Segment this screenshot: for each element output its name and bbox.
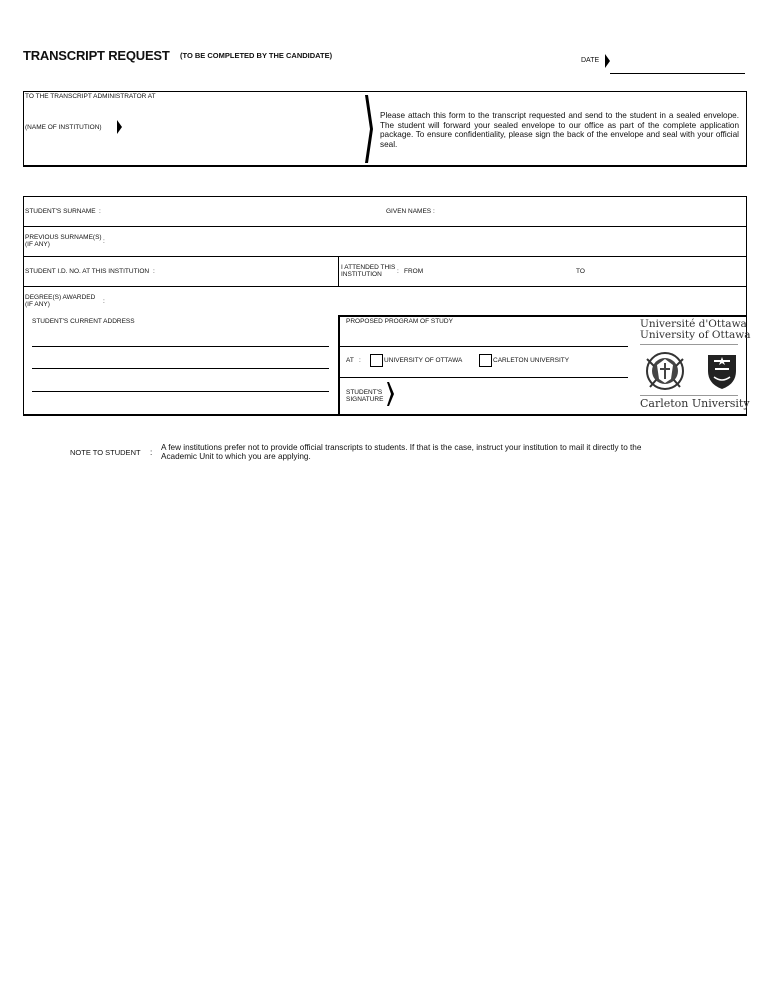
administrator-instructions: Please attach this form to the transcript requested and send to the student in a sealed envelope. The student will forward your sealed envelope to our office as part of the complete application package. To ensure confidentiality, please sign the back of the envelope and seal with your official seal. <box>380 111 739 149</box>
address-line-2[interactable] <box>32 368 329 369</box>
signature-sublabel: SIGNATURE <box>346 396 384 403</box>
colon: : <box>103 238 105 245</box>
attended-label: I ATTENDED THIS <box>341 264 396 271</box>
colon: : <box>103 298 105 305</box>
date-field[interactable] <box>610 73 745 74</box>
degrees-sublabel: (IF ANY) <box>25 301 50 308</box>
carleton-option-label: CARLETON UNIVERSITY <box>493 357 570 364</box>
note-text-line-2: Academic Unit to which you are applying. <box>161 452 311 461</box>
to-label: TO <box>576 268 585 275</box>
row-divider <box>23 286 746 287</box>
page-subtitle: (TO BE COMPLETED BY THE CANDIDATE) <box>180 51 333 60</box>
row-divider <box>23 226 746 227</box>
at-label: AT <box>346 357 354 364</box>
logo-divider <box>640 395 738 396</box>
note-label: NOTE TO STUDENT <box>70 448 141 457</box>
institution-arrow-icon <box>117 120 122 134</box>
column-divider <box>338 256 339 286</box>
program-label: PROPOSED PROGRAM OF STUDY <box>346 318 453 325</box>
colon: : <box>153 268 155 275</box>
date-label: DATE <box>581 57 600 64</box>
column-divider <box>338 315 340 414</box>
institution-name-field[interactable] <box>128 100 360 160</box>
signature-field[interactable] <box>398 381 624 409</box>
signature-arrow-icon <box>387 382 395 406</box>
surname-label: STUDENT'S SURNAME <box>25 208 96 215</box>
uottawa-logo-en: University of Ottawa <box>640 329 751 341</box>
carleton-shield-icon <box>706 351 738 391</box>
row-divider <box>23 256 746 257</box>
from-date-field[interactable] <box>428 260 568 284</box>
given-names-label: GIVEN NAMES <box>386 208 432 215</box>
colon: : <box>359 357 361 364</box>
student-id-field[interactable] <box>160 260 334 284</box>
page-title: TRANSCRIPT REQUEST <box>23 48 170 63</box>
carleton-checkbox[interactable] <box>479 354 492 367</box>
given-names-field[interactable] <box>440 200 740 224</box>
institution-label: (NAME OF INSTITUTION) <box>25 124 102 131</box>
surname-field[interactable] <box>106 200 376 224</box>
attended-sublabel: INSTITUTION <box>341 271 382 278</box>
uottawa-logo-fr: Université d'Ottawa <box>640 318 747 330</box>
uottawa-option-label: UNIVERSITY OF OTTAWA <box>384 357 463 364</box>
degrees-label: DEGREE(S) AWARDED <box>25 294 96 301</box>
divider-wedge-icon <box>365 95 375 163</box>
colon: : <box>433 208 435 215</box>
colon: : <box>99 208 101 215</box>
uottawa-checkbox[interactable] <box>370 354 383 367</box>
note-text-line-1: A few institutions prefer not to provide official transcripts to students. If that is the case, instruct your institution to mail it directly to the <box>161 443 642 452</box>
student-id-label: STUDENT I.D. NO. AT THIS INSTITUTION <box>25 268 150 275</box>
administrator-label: TO THE TRANSCRIPT ADMINISTRATOR AT <box>25 93 156 100</box>
previous-surname-sublabel: (IF ANY) <box>25 241 50 248</box>
signature-label: STUDENT'S <box>346 389 383 396</box>
at-divider <box>338 377 628 378</box>
previous-surname-label: PREVIOUS SURNAME(S) <box>25 234 102 241</box>
colon: : <box>397 268 399 275</box>
program-field[interactable] <box>346 326 624 344</box>
carleton-logo: Carleton University <box>640 397 750 410</box>
program-underline <box>338 346 628 347</box>
address-line-3[interactable] <box>32 391 329 392</box>
university-logos <box>632 317 751 412</box>
date-arrow-icon <box>605 54 610 68</box>
degrees-field[interactable] <box>110 290 740 312</box>
address-line-1[interactable] <box>32 346 329 347</box>
previous-surname-field[interactable] <box>110 230 740 254</box>
to-date-field[interactable] <box>590 260 740 284</box>
colon: : <box>150 448 153 457</box>
address-label: STUDENT'S CURRENT ADDRESS <box>32 318 135 325</box>
from-label: FROM <box>404 268 424 275</box>
uottawa-crest-icon <box>642 349 688 393</box>
logo-divider <box>640 344 738 345</box>
